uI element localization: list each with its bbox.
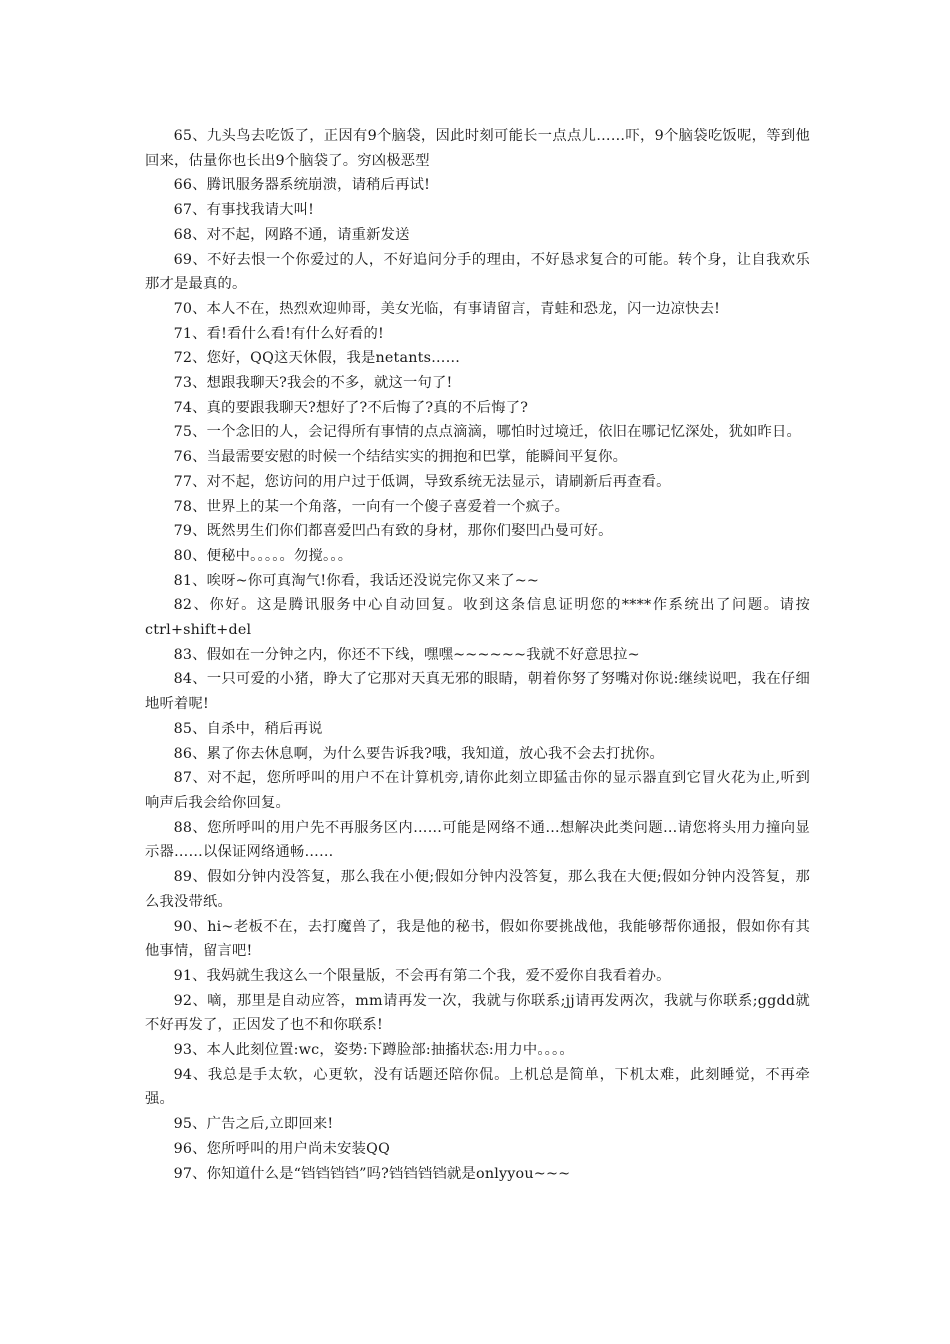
paragraph-73: 73、想跟我聊天?我会的不多，就这一句了! (173, 375, 453, 392)
paragraph-89: 89、假如分钟内没答复，那么我在小便;假如分钟内没答复，那么我在大便;假如分钟内没答复，那么我没带纸。 (145, 869, 810, 910)
paragraph-70: 70、本人不在，热烈欢迎帅哥，美女光临，有事请留言，青蛙和恐龙，闪一边凉快去! (173, 300, 721, 317)
paragraph-76: 76、当最需要安慰的时候一个结结实实的拥抱和巴掌，能瞬间平复你。 (173, 449, 628, 466)
paragraph-71: 71、看!看什么看!有什么好看的! (173, 325, 384, 342)
paragraph-86: 86、累了你去休息啊，为什么要告诉我?哦，我知道，放心我不会去打扰你。 (173, 745, 664, 762)
paragraph-80: 80、便秘中。。。。。勿搅。。。 (173, 547, 353, 564)
paragraph-77: 77、对不起，您访问的用户过于低调，导致系统无法显示，请刷新后再查看。 (173, 473, 671, 490)
paragraph-83: 83、假如在一分钟之内，你还不下线，嘿嘿~~~~~~我就不好意思拉~ (173, 646, 640, 663)
paragraph-88: 88、您所呼叫的用户先不再服务区内……可能是网络不通…想解决此类问题…请您将头用力撞向显示器……以保证网络通畅…… (145, 819, 810, 861)
paragraph-66: 66、腾讯服务器系统崩溃，请稍后再试! (173, 177, 431, 194)
paragraph-84: 84、一只可爱的小猪，睁大了它那对天真无邪的眼睛，朝着你努了努嘴对你说:继续说吧，我在仔细地听着呢! (145, 671, 810, 713)
paragraph-90: 90、hi~老板不在，去打魔兽了，我是他的秘书，假如你要挑战他，我能够帮你通报，假如你有其他事情，留言吧! (145, 918, 810, 960)
paragraph-93: 93、本人此刻位置:wc，姿势:下蹲脸部:抽搐状态:用力中。。。。 (173, 1042, 574, 1059)
paragraph-78: 78、世界上的某一个角落，一向有一个傻子喜爱着一个疯子。 (173, 498, 570, 515)
paragraph-72: 72、您好，QQ这天休假，我是netants…… (173, 350, 461, 367)
paragraph-96: 96、您所呼叫的用户尚未安装QQ (173, 1140, 390, 1157)
paragraph-65: 65、九头鸟去吃饭了，正因有9个脑袋，因此时刻可能长一点点儿……吓，9个脑袋吃饭呢，等到他回来，估量你也长出9个脑袋了。穷凶极恶型 (145, 128, 810, 169)
paragraph-91: 91、我妈就生我这么一个限量版，不会再有第二个我，爱不爱你自我看着办。 (173, 967, 671, 984)
paragraph-92: 92、嘀，那里是自动应答，mm请再发一次，我就与你联系;jj请再发两次，我就与你联系;ggdd就不好再发了，正因发了也不和你联系! (145, 992, 810, 1034)
paragraph-87: 87、对不起，您所呼叫的用户不在计算机旁,请你此刻立即猛击你的显示器直到它冒火花为止,听到响声后我会给你回复。 (145, 770, 810, 811)
paragraph-67: 67、有事找我请大叫! (173, 202, 315, 219)
paragraph-68: 68、对不起，网路不通，请重新发送 (173, 226, 410, 243)
paragraph-97: 97、你知道什么是“铛铛铛铛”吗?铛铛铛铛就是onlyyou~~~ (173, 1165, 571, 1182)
paragraph-82: 82、你好。这是腾讯服务中心自动回复。收到这条信息证明您的****作系统出了问题。请按ctrl+shift+del (145, 597, 810, 639)
paragraph-79: 79、既然男生们你们都喜爱凹凸有致的身材，那你们娶凹凸曼可好。 (173, 523, 613, 540)
document-body (145, 124, 810, 1186)
paragraph-75: 75、一个念旧的人，会记得所有事情的点点滴滴，哪怕时过境迁，依旧在哪记忆深处，犹如昨日。 (173, 424, 802, 441)
paragraph-94: 94、我总是手太软，心更软，没有话题还陪你侃。上机总是简单，下机太难，此刻睡觉，不再牵强。 (145, 1066, 810, 1108)
paragraph-74: 74、真的要跟我聊天?想好了?不后悔了?真的不后悔了? (173, 399, 529, 416)
paragraph-95: 95、广告之后,立即回来! (173, 1116, 334, 1133)
paragraph-85: 85、自杀中，稍后再说 (173, 720, 323, 737)
paragraph-81: 81、唉呀~你可真淘气!你看，我话还没说完你又来了~~ (173, 572, 540, 589)
paragraph-69: 69、不好去恨一个你爱过的人，不好追问分手的理由，不好恳求复合的可能。转个身，让自我欢乐那才是最真的。 (145, 251, 810, 293)
